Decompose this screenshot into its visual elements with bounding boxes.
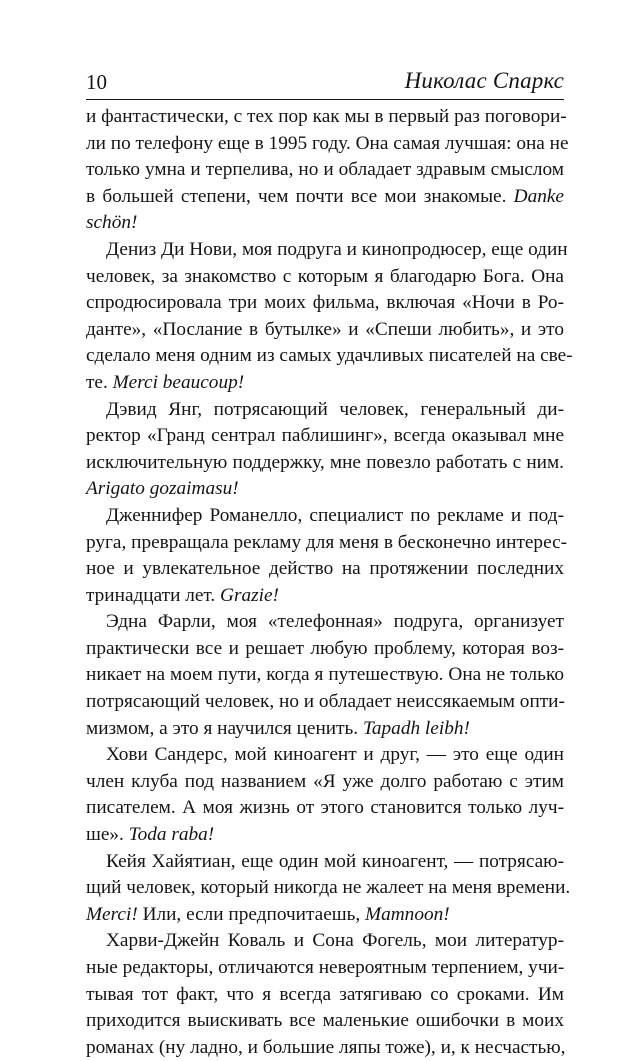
text-segment: тывая тот факт, что я всегда затягиваю со сроками. Им <box>86 983 564 1005</box>
running-head-author: Николас Спаркс <box>404 68 564 93</box>
text-segment: ли по телефону еще в 1995 году. Она самая лучшая: она не <box>86 132 569 154</box>
italic-phrase: Arigato gozaimasu! <box>86 478 239 500</box>
text-segment: ное и увлекательное действо на протяжении последних <box>86 558 564 580</box>
italic-phrase: Tapadh leibh! <box>362 717 470 739</box>
text-line <box>86 662 564 689</box>
text-segment: Дженнифер Романелло, специалист по рекламе и под- <box>106 504 564 526</box>
text-line <box>86 264 564 291</box>
text-segment: руга, превращала рекламу для меня в бесконечно интерес- <box>86 531 568 553</box>
text-segment: никает на моем пути, когда я путешествую. Она не только <box>86 664 564 686</box>
text-segment: те. <box>86 371 113 393</box>
text-segment: и фантастически, с тех пор как мы в первый раз поговори- <box>86 106 567 127</box>
text-line <box>86 902 564 929</box>
text-line <box>86 397 564 424</box>
text-segment: Дениз Ди Нови, моя подруга и кинопродюсер, еще один <box>106 238 568 260</box>
text-line <box>86 955 564 982</box>
text-segment: Дэвид Янг, потрясающий человек, генеральный ди- <box>106 398 564 420</box>
text-segment: тринадцати лет. <box>86 584 221 606</box>
text-segment: Или, если предпочитаешь, <box>137 903 366 925</box>
text-line <box>86 822 564 849</box>
text-line <box>86 1035 564 1061</box>
text-segment: мизмом, а это я научился ценить. <box>86 717 363 739</box>
text-line <box>86 716 564 743</box>
text-segment: сделало меня одним из самых удачливых писателей на све- <box>86 345 573 367</box>
text-line <box>86 1008 564 1035</box>
text-line <box>86 476 564 503</box>
text-line <box>86 317 564 344</box>
text-segment: писателем. А моя жизнь от этого становится только луч- <box>86 797 564 819</box>
text-line <box>86 875 571 902</box>
text-line <box>86 450 564 477</box>
text-line <box>86 503 564 530</box>
italic-phrase: Toda raba! <box>128 824 215 846</box>
text-segment: данте», «Послание в бутылке» и «Спеши любить», и это <box>86 318 564 340</box>
text-segment: исключительную поддержку, мне повезло работать с ним. <box>86 451 564 473</box>
text-segment: приходится выискивать все маленькие ошибочки в моих <box>86 1010 564 1032</box>
body-text <box>86 104 573 1061</box>
header-rule <box>86 99 564 100</box>
text-line <box>86 556 564 583</box>
italic-phrase: Merci beaucoup! <box>112 371 245 393</box>
text-line <box>86 636 564 663</box>
text-segment: Харви-Джейн Коваль и Сона Фогель, мои литератур- <box>106 930 564 952</box>
text-line <box>86 184 564 211</box>
text-line <box>86 131 569 158</box>
italic-phrase: Grazie! <box>220 584 279 606</box>
text-segment: ше». <box>86 824 129 846</box>
text-line <box>86 609 564 636</box>
text-line <box>86 583 564 610</box>
text-line <box>86 343 573 370</box>
text-line <box>86 237 568 264</box>
text-line <box>86 157 564 184</box>
text-segment: потрясающий человек, но и обладает неиссякаемым опти- <box>86 691 565 713</box>
text-line <box>86 423 564 450</box>
text-line <box>86 928 564 955</box>
page-number: 10 <box>86 70 107 94</box>
text-segment: спродюсировала три моих фильма, включая «Ночи в Ро- <box>86 292 564 314</box>
text-line <box>86 982 564 1009</box>
text-line <box>86 689 564 716</box>
text-segment: Хови Сандерс, мой киноагент и друг, — это еще один <box>106 744 564 766</box>
text-line <box>86 530 568 557</box>
text-segment: член клуба под названием «Я уже долго работаю с этим <box>86 770 564 792</box>
text-line <box>86 795 564 822</box>
page-header <box>86 66 564 96</box>
italic-phrase: Danke <box>513 185 564 207</box>
text-segment: в большей степени, чем почти все мои знакомые. <box>86 185 514 207</box>
text-line <box>86 742 564 769</box>
text-segment: человек, за знакомство с которым я благодарю Бога. Она <box>86 265 564 287</box>
italic-phrase: Mamnoon! <box>365 903 450 925</box>
italic-phrase: schön! <box>86 212 138 234</box>
text-segment: ректор «Гранд сентрал паблишинг», всегда оказывал мне <box>86 425 564 447</box>
text-segment: ные редакторы, отличаются невероятным терпением, учи- <box>86 957 565 978</box>
text-segment: Кейя Хайятиан, еще один мой киноагент, — потрясаю- <box>106 850 564 872</box>
italic-phrase: Merci! <box>86 903 138 925</box>
text-segment: Эдна Фарли, моя «телефонная» подруга, организует <box>106 611 564 633</box>
text-segment: щий человек, который никогда не жалеет на меня времени. <box>86 877 571 899</box>
text-segment: практически все и решает любую проблему, которая воз- <box>86 637 564 659</box>
text-line <box>86 849 564 876</box>
text-segment: романах (ну ладно, и большие ляпы тоже), и, к несчастью, <box>86 1036 566 1058</box>
text-line <box>86 104 567 131</box>
text-segment: только умна и терпелива, но и обладает здравым смыслом <box>86 159 564 181</box>
text-line <box>86 210 564 237</box>
text-line <box>86 769 564 796</box>
text-line <box>86 370 564 397</box>
text-line <box>86 290 564 317</box>
